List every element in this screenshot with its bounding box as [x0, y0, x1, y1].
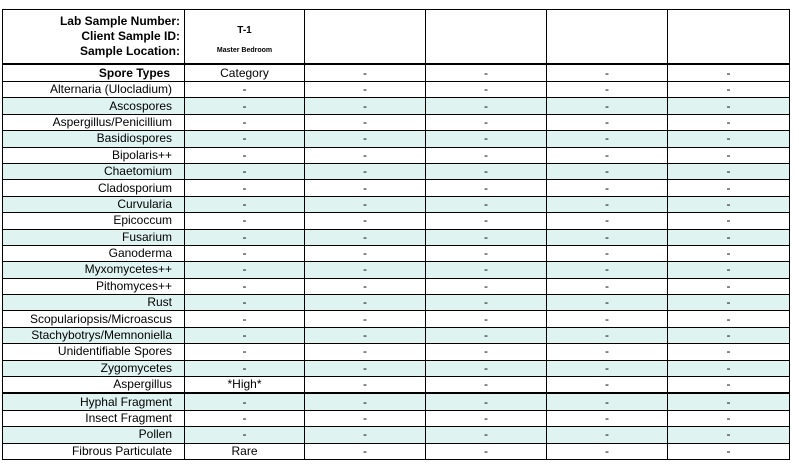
spore-type-label: Bipolaris++ [3, 147, 185, 163]
result-cell: - [185, 393, 305, 410]
sample-column-4 [547, 10, 668, 65]
result-cell: - [305, 147, 426, 163]
result-cell: - [305, 311, 426, 327]
spore-types-heading: Spore Types [3, 64, 185, 82]
result-cell: - [547, 427, 668, 443]
result-cell: - [426, 443, 547, 459]
table-row [3, 213, 790, 229]
table-row [3, 393, 790, 410]
spore-type-label: Ascospores [3, 98, 185, 114]
spore-type-label: Aspergillus/Penicillium [3, 114, 185, 130]
sample-column-2 [305, 10, 426, 65]
sample-column-5 [668, 10, 790, 65]
table-row [3, 360, 790, 376]
result-cell: - [547, 82, 668, 98]
report-body [3, 10, 790, 460]
result-cell: - [305, 278, 426, 294]
result-cell: - [185, 229, 305, 245]
result-cell: - [547, 327, 668, 343]
result-cell: - [668, 410, 790, 426]
result-cell: - [426, 295, 547, 311]
result-cell: Rare [185, 443, 305, 459]
spore-type-label: Pithomyces++ [3, 278, 185, 294]
result-cell: - [426, 114, 547, 130]
result-cell: - [305, 163, 426, 179]
client-sample-id-label: Client Sample ID: [81, 29, 180, 43]
result-cell: - [668, 163, 790, 179]
result-cell: - [426, 82, 547, 98]
table-row [3, 98, 790, 114]
result-cell: - [547, 163, 668, 179]
result-cell: - [305, 98, 426, 114]
result-cell: - [185, 82, 305, 98]
result-cell: - [668, 393, 790, 410]
result-cell: - [668, 427, 790, 443]
result-cell: - [185, 295, 305, 311]
result-cell: - [668, 131, 790, 147]
sample-location-label: Sample Location: [79, 44, 180, 58]
spore-type-label: Insect Fragment [3, 410, 185, 426]
category-heading: Category [185, 64, 305, 82]
spore-type-label: Zygomycetes [3, 360, 185, 376]
table-row [3, 443, 790, 459]
result-cell: - [547, 278, 668, 294]
result-cell: - [547, 393, 668, 410]
table-row [3, 163, 790, 179]
result-cell: - [305, 443, 426, 459]
spore-type-label: Cladosporium [3, 180, 185, 196]
result-cell: - [305, 114, 426, 130]
result-cell: - [668, 360, 790, 376]
result-cell: - [668, 196, 790, 212]
column-heading: - [547, 64, 668, 82]
result-cell: - [426, 278, 547, 294]
result-cell: - [547, 98, 668, 114]
result-cell: - [305, 393, 426, 410]
result-cell: - [426, 163, 547, 179]
result-cell: - [547, 360, 668, 376]
column-heading: - [668, 64, 790, 82]
result-cell: - [668, 443, 790, 459]
result-cell: - [668, 278, 790, 294]
result-cell: - [305, 131, 426, 147]
result-cell: - [426, 98, 547, 114]
result-cell: - [426, 311, 547, 327]
spore-type-label: Stachybotrys/Memnoniella [3, 327, 185, 343]
result-cell: - [668, 344, 790, 360]
result-cell: - [185, 180, 305, 196]
result-cell: - [668, 147, 790, 163]
result-cell: - [185, 98, 305, 114]
result-cell: - [547, 410, 668, 426]
result-cell: - [426, 360, 547, 376]
result-cell: - [668, 295, 790, 311]
sample-column-3 [426, 10, 547, 65]
spore-type-label: Hyphal Fragment [3, 393, 185, 410]
result-cell: - [668, 377, 790, 394]
column-heading: - [305, 64, 426, 82]
sample-column-1 [185, 10, 305, 65]
spore-type-label: Rust [3, 295, 185, 311]
header-labels-cell [3, 10, 185, 65]
column-heading: - [426, 64, 547, 82]
result-cell: - [547, 311, 668, 327]
result-cell: - [426, 377, 547, 394]
result-cell: - [305, 410, 426, 426]
result-cell: - [426, 327, 547, 343]
result-cell: - [185, 311, 305, 327]
table-row [3, 295, 790, 311]
result-cell: - [668, 180, 790, 196]
table-row [3, 327, 790, 343]
result-cell: - [185, 344, 305, 360]
result-cell: - [547, 229, 668, 245]
result-cell: - [305, 295, 426, 311]
spore-type-label: Basidiospores [3, 131, 185, 147]
spore-type-label: Aspergillus [3, 377, 185, 394]
result-cell: - [668, 82, 790, 98]
spore-type-label: Chaetomium [3, 163, 185, 179]
result-cell: - [185, 213, 305, 229]
table-row [3, 82, 790, 98]
result-cell: - [426, 427, 547, 443]
table-row [3, 377, 790, 394]
result-cell: - [547, 344, 668, 360]
spore-type-label: Ganoderma [3, 245, 185, 261]
result-cell: - [305, 229, 426, 245]
result-cell: - [185, 196, 305, 212]
result-cell: - [426, 196, 547, 212]
result-cell: - [305, 327, 426, 343]
table-row [3, 410, 790, 426]
result-cell: - [668, 245, 790, 261]
spore-report-table [2, 9, 790, 460]
result-cell: - [426, 262, 547, 278]
result-cell: - [305, 82, 426, 98]
result-cell: - [547, 196, 668, 212]
result-cell: - [426, 393, 547, 410]
result-cell: - [185, 147, 305, 163]
lab-sample-number-label: Lab Sample Number: [59, 14, 180, 28]
spore-type-label: Scopulariopsis/Microascus [3, 311, 185, 327]
result-cell: - [668, 229, 790, 245]
result-cell: - [668, 213, 790, 229]
result-cell: - [668, 114, 790, 130]
result-cell: - [305, 377, 426, 394]
result-cell: - [305, 427, 426, 443]
result-cell: - [547, 245, 668, 261]
result-cell: - [547, 295, 668, 311]
result-cell: - [305, 180, 426, 196]
result-cell: - [185, 245, 305, 261]
spore-type-label: Unidentifiable Spores [3, 344, 185, 360]
spore-type-label: Myxomycetes++ [3, 262, 185, 278]
table-row [3, 427, 790, 443]
result-cell: - [426, 131, 547, 147]
result-cell: - [305, 196, 426, 212]
spore-type-label: Fusarium [3, 229, 185, 245]
result-cell: - [547, 180, 668, 196]
spore-type-label: Alternaria (Ulocladium) [3, 82, 185, 98]
spore-type-label: Fibrous Particulate [3, 443, 185, 459]
result-cell: - [547, 147, 668, 163]
result-cell: - [426, 180, 547, 196]
result-cell: - [547, 131, 668, 147]
result-cell: - [426, 410, 547, 426]
table-row [3, 147, 790, 163]
result-cell: - [426, 245, 547, 261]
result-cell: - [185, 427, 305, 443]
result-cell: - [305, 262, 426, 278]
sample-location: Master Bedroom [216, 46, 273, 54]
result-cell: - [547, 262, 668, 278]
result-cell: - [185, 131, 305, 147]
result-cell: - [547, 377, 668, 394]
result-cell: - [426, 213, 547, 229]
result-cell: - [305, 360, 426, 376]
result-cell: - [668, 262, 790, 278]
result-cell: - [305, 245, 426, 261]
result-cell: - [547, 213, 668, 229]
result-cell: - [668, 311, 790, 327]
sample-header-row [3, 10, 790, 65]
table-row [3, 245, 790, 261]
result-cell: - [426, 344, 547, 360]
result-cell: - [668, 98, 790, 114]
result-cell: - [547, 443, 668, 459]
result-cell: - [185, 278, 305, 294]
result-cell: - [547, 114, 668, 130]
table-row [3, 262, 790, 278]
result-cell: - [305, 213, 426, 229]
table-row [3, 114, 790, 130]
table-row [3, 196, 790, 212]
result-cell: - [426, 147, 547, 163]
result-cell: - [305, 344, 426, 360]
result-cell: - [185, 360, 305, 376]
column-head-row [3, 64, 790, 82]
result-cell: - [426, 229, 547, 245]
result-cell: *High* [185, 377, 305, 394]
result-cell: - [185, 262, 305, 278]
result-cell: - [185, 163, 305, 179]
sample-id: T-1 [237, 24, 252, 36]
spore-type-label: Epicoccum [3, 213, 185, 229]
result-cell: - [668, 327, 790, 343]
result-cell: - [185, 410, 305, 426]
spore-type-label: Curvularia [3, 196, 185, 212]
table-row [3, 311, 790, 327]
spore-type-label: Pollen [3, 427, 185, 443]
table-row [3, 344, 790, 360]
result-cell: - [185, 327, 305, 343]
table-row [3, 278, 790, 294]
table-row [3, 131, 790, 147]
result-cell: - [185, 114, 305, 130]
table-row [3, 229, 790, 245]
table-row [3, 180, 790, 196]
